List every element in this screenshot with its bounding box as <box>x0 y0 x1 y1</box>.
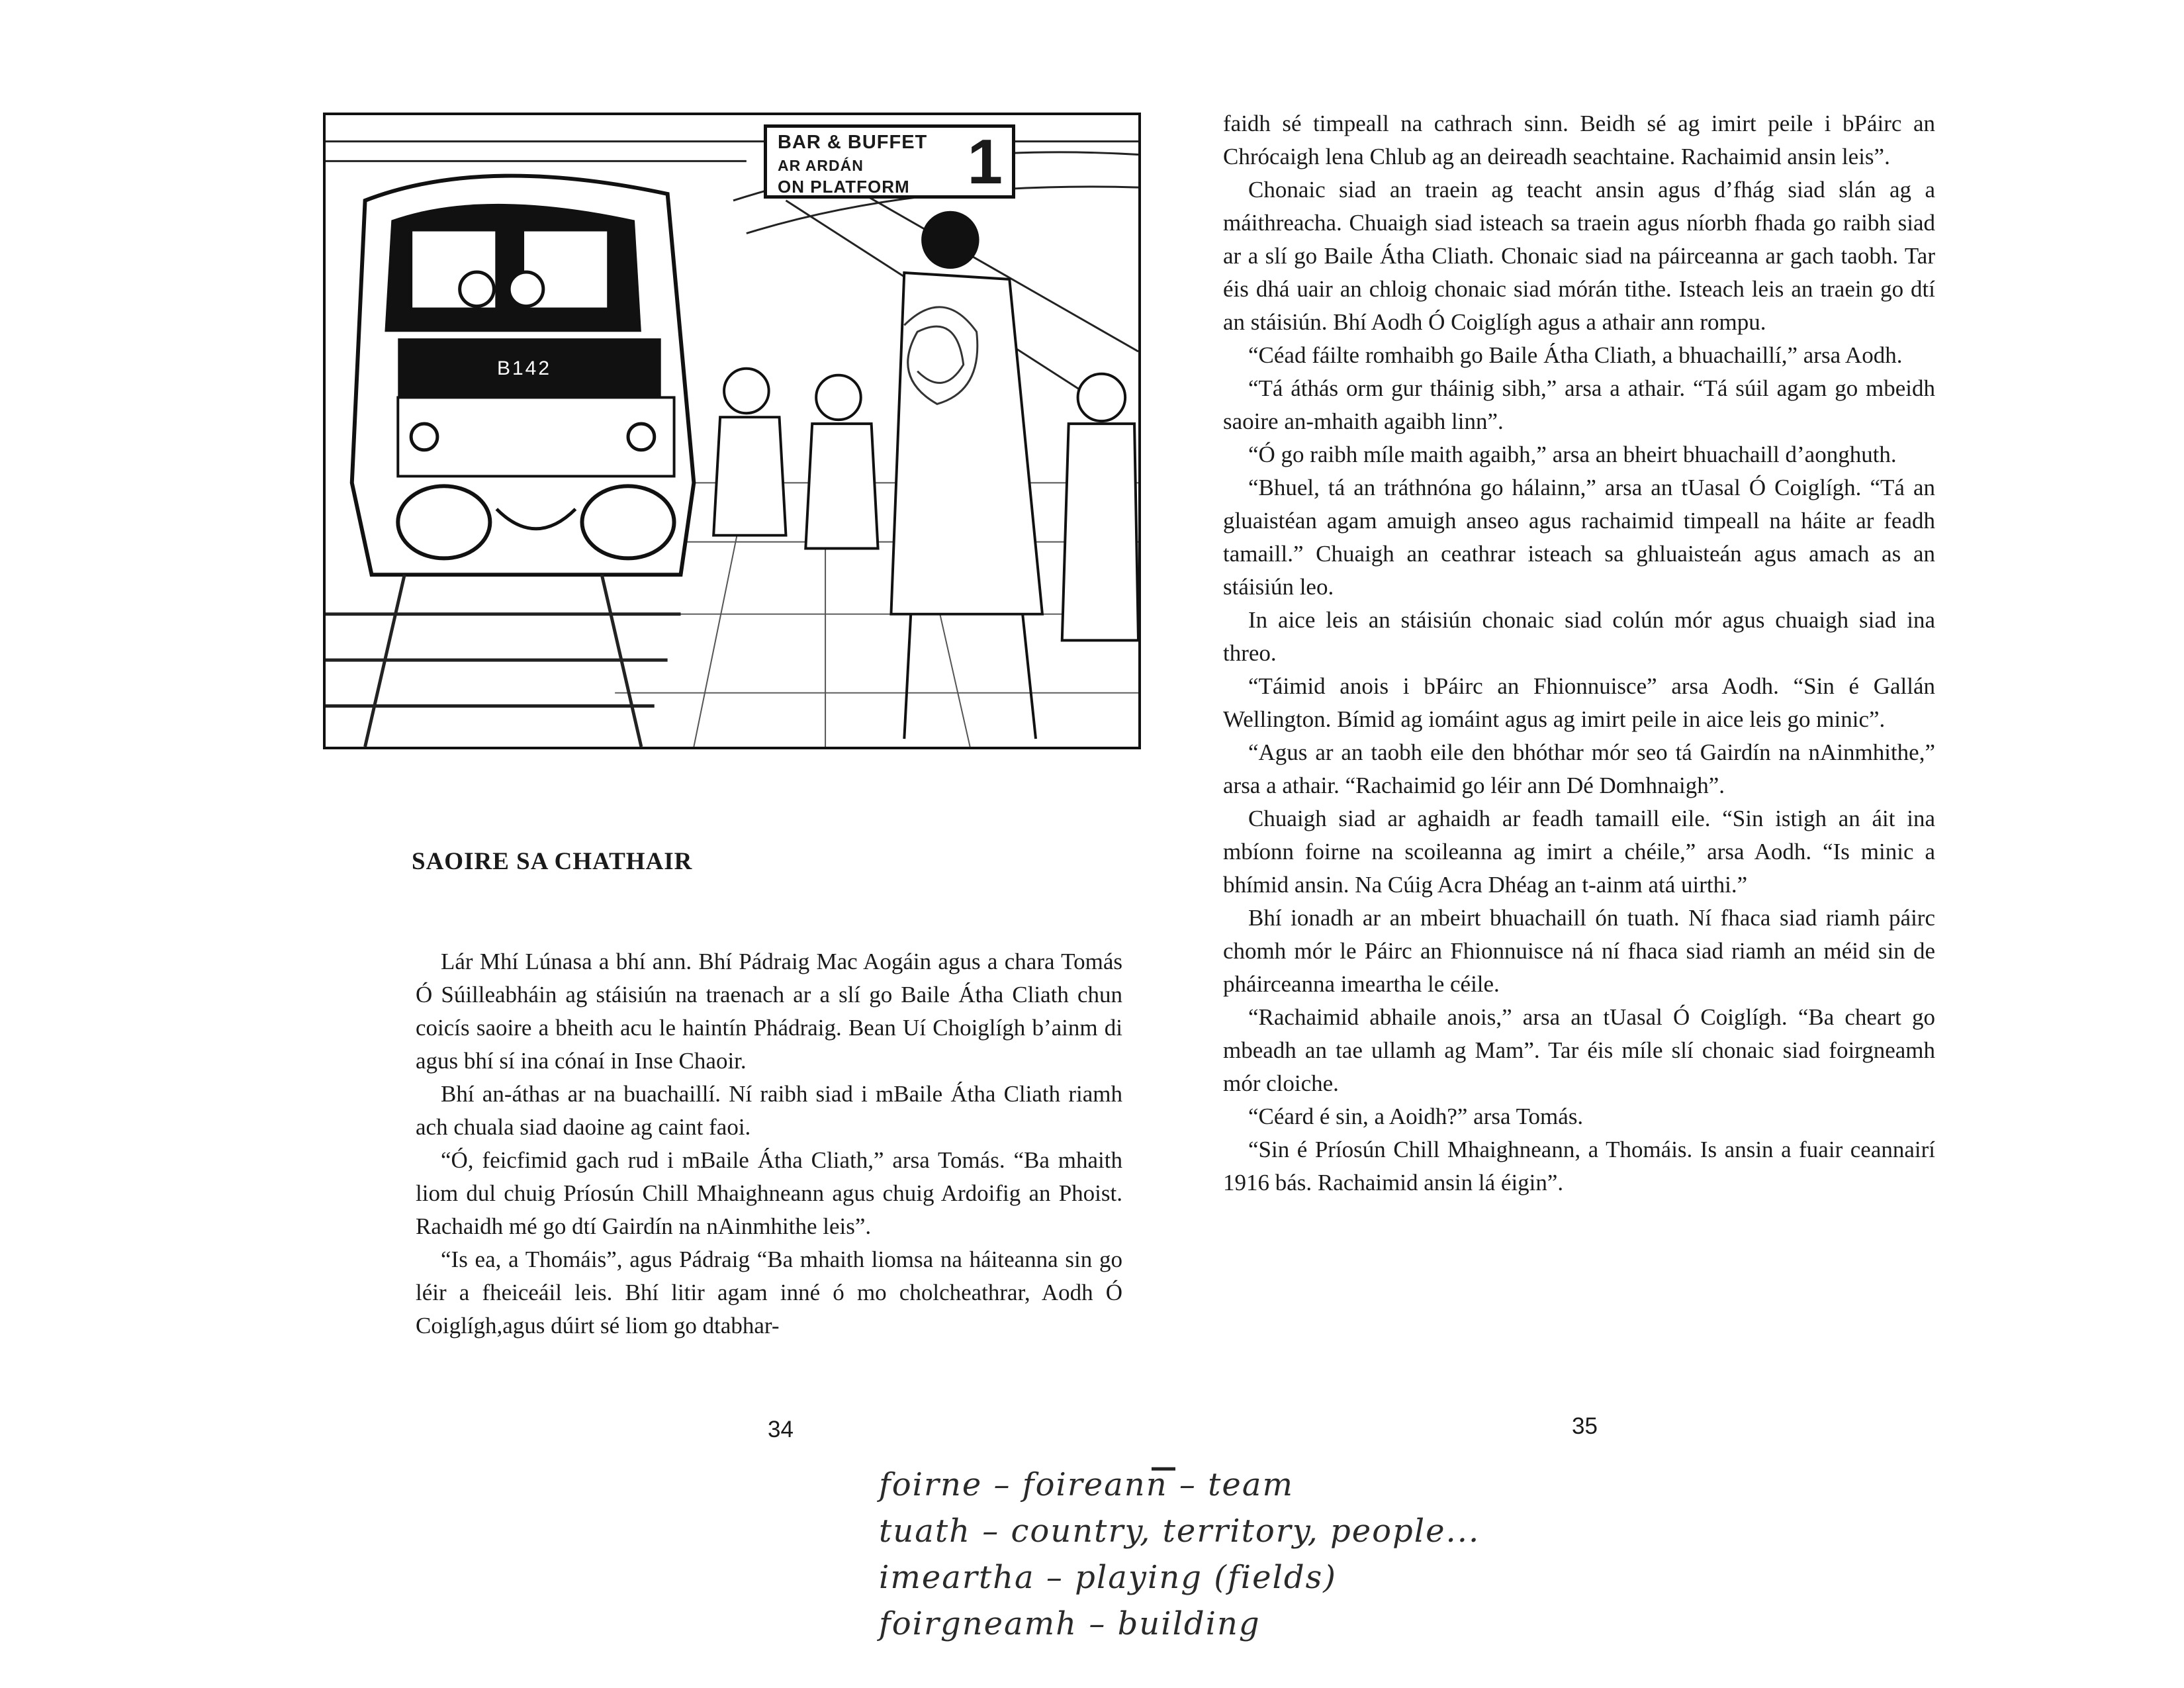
paragraph: “Ó go raibh míle maith agaibh,” arsa an bheirt bhuachaill d’aonghuth. <box>1248 442 1897 467</box>
paragraph: “Bhuel, tá an tráthnóna go hálainn,” arsa an tUasal Ó Coiglígh. “Tá an gluaistéan agam amuigh anseo agus rachaimid timpeall na háite ar feadh tamaill.” Chuaigh an ceathrar isteach sa ghluaisteán agus amach as an stáisiún leo. <box>1223 475 1935 600</box>
locomotive-number: B142 <box>496 357 552 379</box>
paragraph: “Rachaimid abhaile anois,” arsa an tUasal Ó Coiglígh. “Ba cheart go mbeadh an tae ullamh ag Mam”. Tar éis míle slí chonaic siad foirgneamh mór cloiche. <box>1223 1004 1935 1096</box>
paragraph: faidh sé timpeall na cathrach sinn. Beidh sé ag imirt peile i bPáirc an Chrócaigh lena Chlub ag an deireadh seachtaine. Rachaimid ansin leis”. <box>1223 111 1935 169</box>
sign-line-on-platform: ON PLATFORM <box>778 177 910 197</box>
train-station-drawing <box>326 115 1138 747</box>
train-station-illustration <box>323 113 1141 749</box>
paragraph: Bhí an-áthas ar na buachaillí. Ní raibh siad i mBaile Átha Cliath riamh ach chuala siad daoine ag caint faoi. <box>416 1081 1122 1140</box>
paragraph: “Sin é Príosún Chill Mhaighneann, a Thomáis. Is ansin a fuair ceannairí 1916 bás. Rachaimid ansin lá éigin”. <box>1223 1137 1935 1196</box>
paragraph: Lár Mhí Lúnasa a bhí ann. Bhí Pádraig Mac Aogáin agus a chara Tomás Ó Súilleabháin ag stáisiún na traenach ar a slí go Baile Átha Cliath chun coicís saoire a bheith acu le haintín Phádraig. Bean Uí Choiglígh b’ainm di agus bhí sí ina cónaí in Inse Chaoir. <box>416 949 1122 1074</box>
left-page-text <box>416 945 1122 1342</box>
paragraph: “Tá áthás orm gur tháinig sibh,” arsa a athair. “Tá súil agam go mbeidh saoire an-mhaith agaibh linn”. <box>1223 375 1935 434</box>
paragraph: “Táimid anois i bPáirc an Fhionnuisce” arsa Aodh. “Sin é Gallán Wellington. Bímid ag iomáint agus ag imirt peile in aice leis go minic”. <box>1223 673 1935 732</box>
paragraph: “Is ea, a Thomáis”, agus Pádraig “Ba mhaith liomsa na háiteanna sin go léir a fheiceáil leis. Bhí litir agam inné ó mo cholcheathrar, Aodh Ó Coiglígh,agus dúirt sé liom go dtabhar- <box>416 1246 1122 1338</box>
paragraph: In aice leis an stáisiún chonaic siad colún mór agus chuaigh siad ina threo. <box>1223 607 1935 666</box>
sign-platform-number: 1 <box>967 126 1003 197</box>
story-title: SAOIRE SA CHATHAIR <box>412 848 693 875</box>
platform-sign <box>764 124 1015 199</box>
paragraph: Chuaigh siad ar aghaidh ar feadh tamaill eile. “Sin istigh an áit ina mbíonn foirne na scoileanna ag imirt a chéile,” arsa Aodh. “Is minic a bhímid ansin. Na Cúig Acra Dhéag an t-ainm atá uirthi.” <box>1223 806 1935 898</box>
handwritten-note: foirgneamh – building <box>879 1605 1261 1642</box>
handwritten-note: tuath – country, territory, people... <box>879 1513 1480 1550</box>
paragraph: “Ó, feicfimid gach rud i mBaile Átha Cliath,” arsa Tomás. “Ba mhaith liom dul chuig Príosún Chill Mhaighneann agus chuig Ardoifig an Phoist. Rachaidh mé go dtí Gairdín na nAinmhithe leis”. <box>416 1147 1122 1239</box>
page-number-left: 34 <box>768 1417 794 1442</box>
paragraph: Bhí ionadh ar an mbeirt bhuachaill ón tuath. Ní fhaca siad riamh páirc chomh mór le Páirc an Fhionnuisce ná ní fhaca siad riamh an méid sin de pháirceanna imeartha le céile. <box>1223 905 1935 997</box>
handwritten-note: imeartha – playing (fields) <box>879 1559 1337 1596</box>
paragraph: “Céard é sin, a Aoidh?” arsa Tomás. <box>1248 1103 1584 1129</box>
right-page-text <box>1223 107 1935 1199</box>
paragraph: “Agus ar an taobh eile den bhóthar mór seo tá Gairdín na nAinmhithe,” arsa a athair. “Rachaimid go léir ann Dé Domhnaigh”. <box>1223 739 1935 798</box>
handwritten-note: foirne – foireann – team <box>879 1466 1294 1503</box>
paragraph: Chonaic siad an traein ag teacht ansin agus d’fhág siad slán ag a máithreacha. Chuaigh siad isteach sa traein agus níorbh fhada go raibh siad ar a slí go Baile Átha Cliath. Chonaic siad na páirceanna ar gach taobh. Tar éis dhá uair an chloig chonaic siad mórán tithe. Isteach leis an traein go dtí an stáisiún. Bhí Aodh Ó Coiglígh agus a athair ann rompu. <box>1223 177 1935 335</box>
sign-line-bar-buffet: BAR & BUFFET <box>778 132 928 153</box>
sign-line-ar-ardan: AR ARDÁN <box>778 157 864 174</box>
paragraph: “Céad fáilte romhaibh go Baile Átha Cliath, a bhuachaillí,” arsa Aodh. <box>1248 342 1903 368</box>
page-number-right: 35 <box>1572 1413 1598 1439</box>
handwritten-notes <box>860 1460 1480 1658</box>
